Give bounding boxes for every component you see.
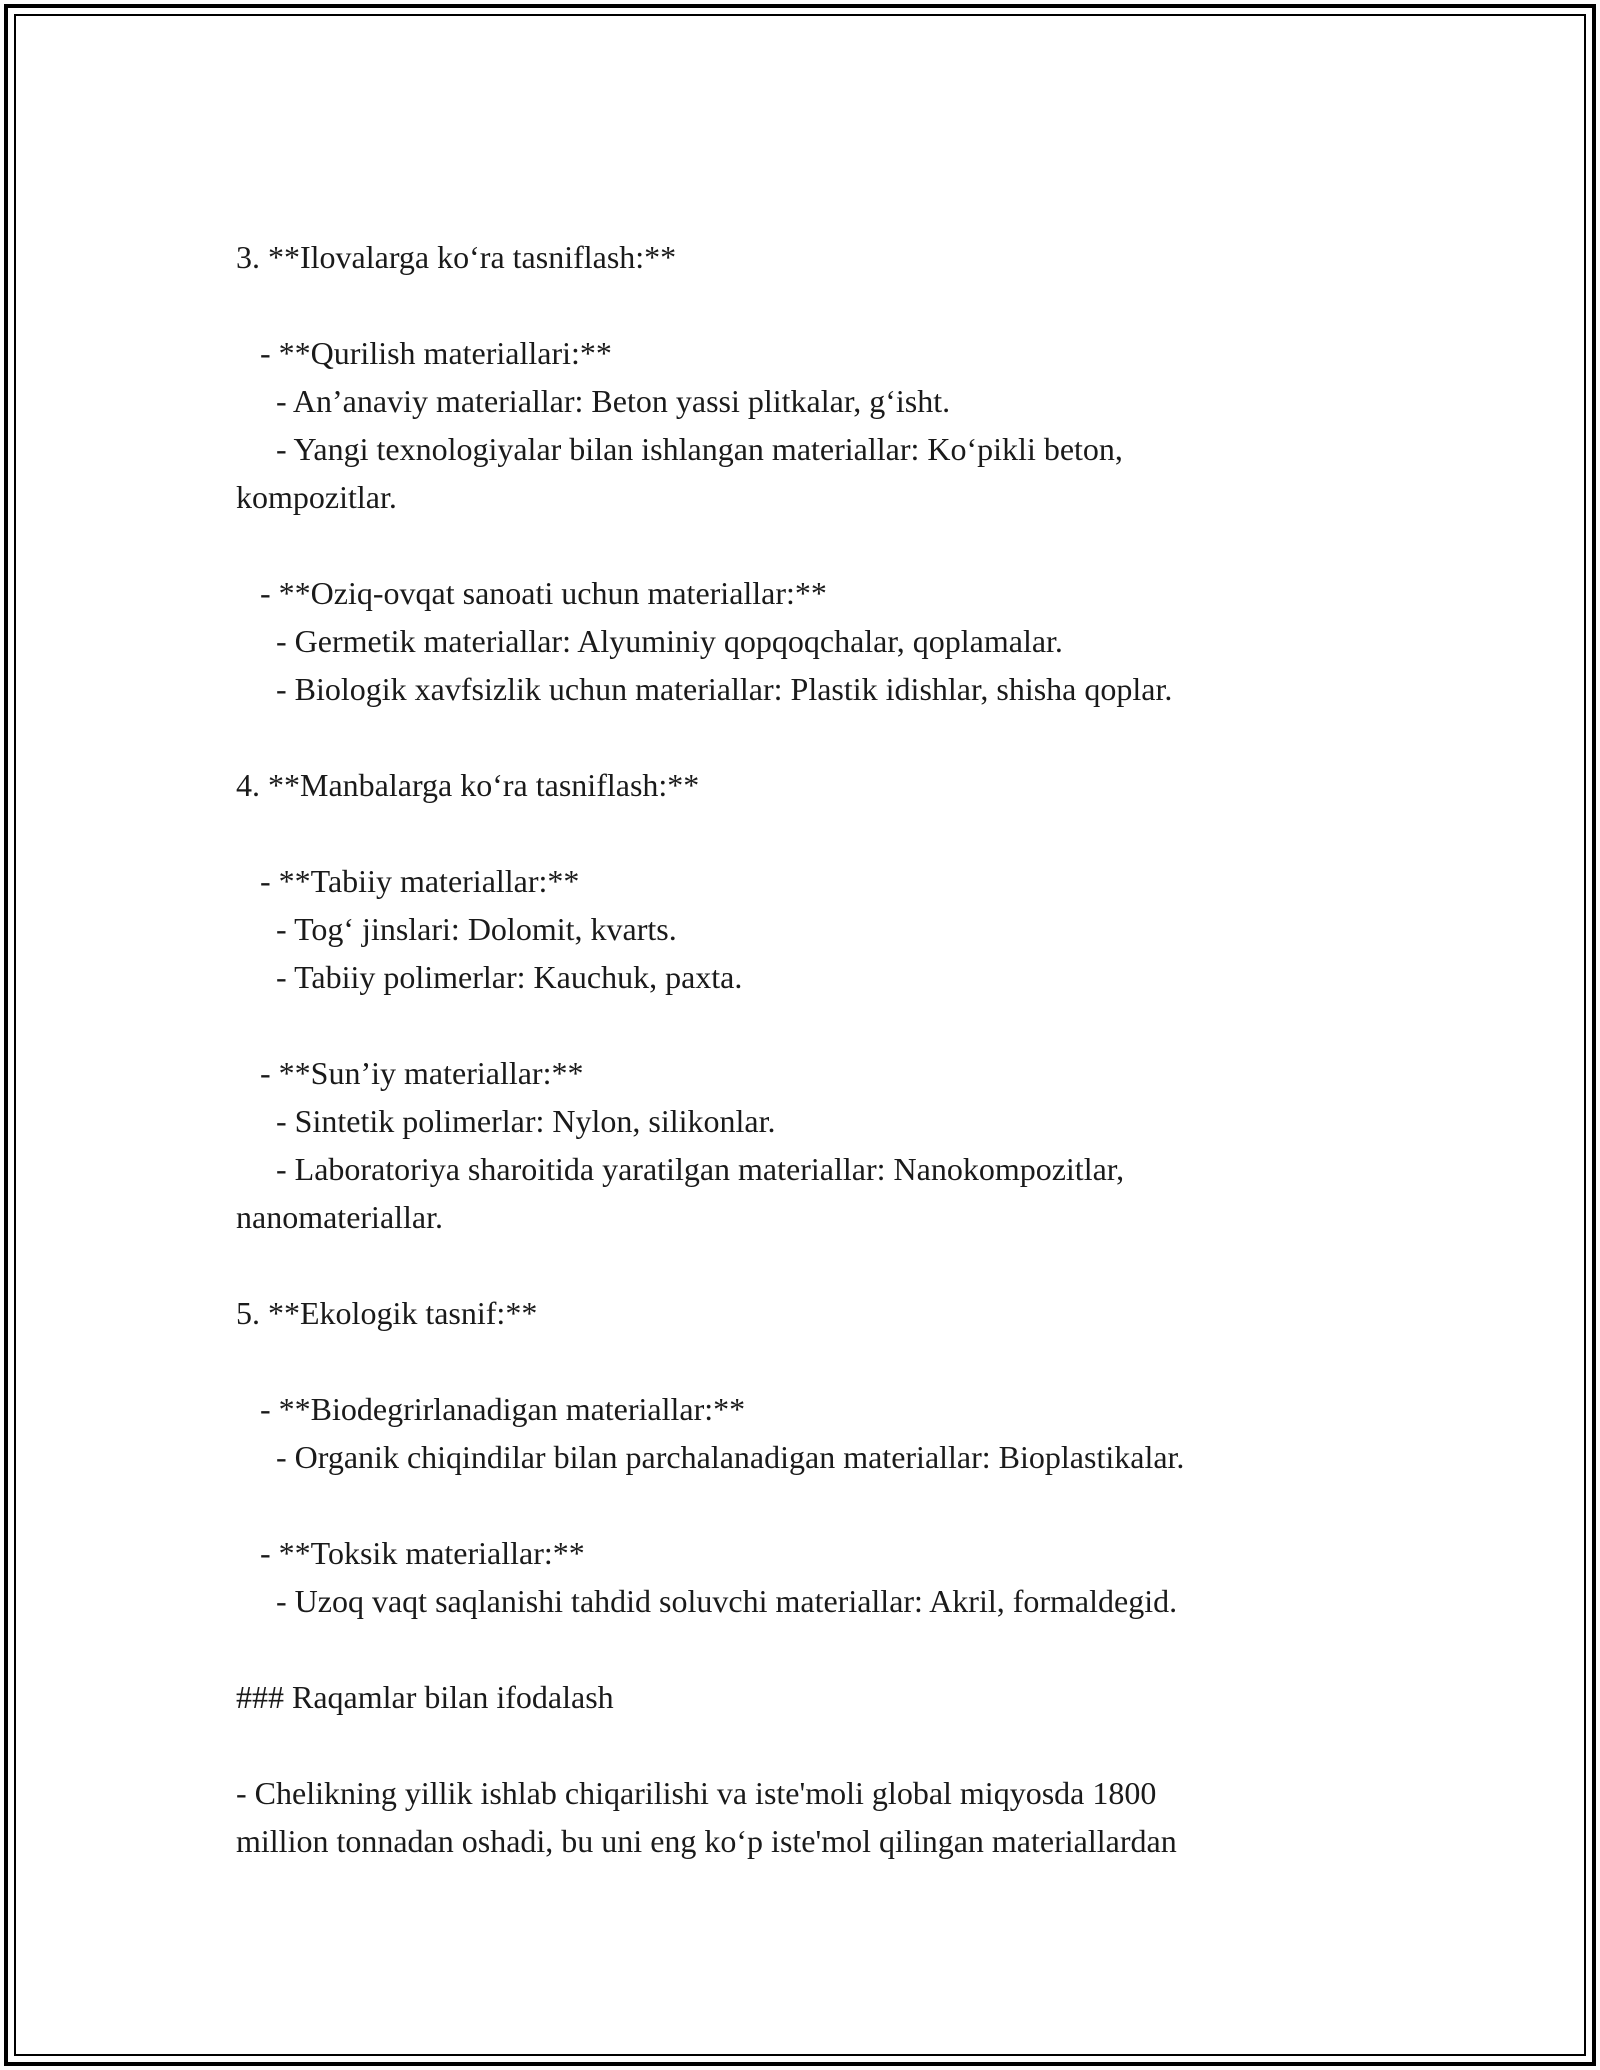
text-line: - Biologik xavfsizlik uchun materiallar: Plastik idishlar, shisha qoplar. [236,671,1173,707]
blank-line [236,809,1376,857]
text-line: - An’anaviy materiallar: Beton yassi plitkalar, g‘isht. [236,383,951,419]
section-heading: ### Raqamlar bilan ifodalash [236,1679,614,1715]
text-line: kompozitlar. [236,479,397,515]
text-line: nanomateriallar. [236,1199,444,1235]
blank-line [236,713,1376,761]
text-line: - Organik chiqindilar bilan parchalanadigan materiallar: Bioplastikalar. [236,1439,1185,1475]
text-line: - **Oziq-ovqat sanoati uchun materiallar:** [236,575,827,611]
document-body [236,233,1376,1865]
text-line: million tonnadan oshadi, bu uni eng ko‘p iste'mol qilingan materiallardan [236,1823,1177,1859]
text-line: - Yangi texnologiyalar bilan ishlangan materiallar: Ko‘pikli beton, [236,431,1123,467]
blank-line [236,1337,1376,1385]
blank-line [236,1001,1376,1049]
blank-line [236,1241,1376,1289]
blank-line [236,1481,1376,1529]
text-line: - Germetik materiallar: Alyuminiy qopqoqchalar, qoplamalar. [236,623,1063,659]
text-line: - Chelikning yillik ishlab chiqarilishi va iste'moli global miqyosda 1800 [236,1775,1157,1811]
text-line: - **Sun’iy materiallar:** [236,1055,584,1091]
text-line: - **Toksik materiallar:** [236,1535,585,1571]
blank-line [236,1721,1376,1769]
blank-line [236,521,1376,569]
blank-line [236,1625,1376,1673]
text-line: 3. **Ilovalarga ko‘ra tasniflash:** [236,239,677,275]
text-line: - Laboratoriya sharoitida yaratilgan materiallar: Nanokompozitlar, [236,1151,1125,1187]
text-line: - Tog‘ jinslari: Dolomit, kvarts. [236,911,677,947]
text-line: 4. **Manbalarga ko‘ra tasniflash:** [236,767,700,803]
text-line: - Tabiiy polimerlar: Kauchuk, paxta. [236,959,743,995]
text-line: - **Tabiiy materiallar:** [236,863,580,899]
text-line: - Sintetik polimerlar: Nylon, silikonlar. [236,1103,776,1139]
text-line: - **Biodegrirlanadigan materiallar:** [236,1391,746,1427]
text-line: - **Qurilish materiallari:** [236,335,612,371]
text-line: - Uzoq vaqt saqlanishi tahdid soluvchi materiallar: Akril, formaldegid. [236,1583,1178,1619]
text-line: 5. **Ekologik tasnif:** [236,1295,538,1331]
blank-line [236,281,1376,329]
